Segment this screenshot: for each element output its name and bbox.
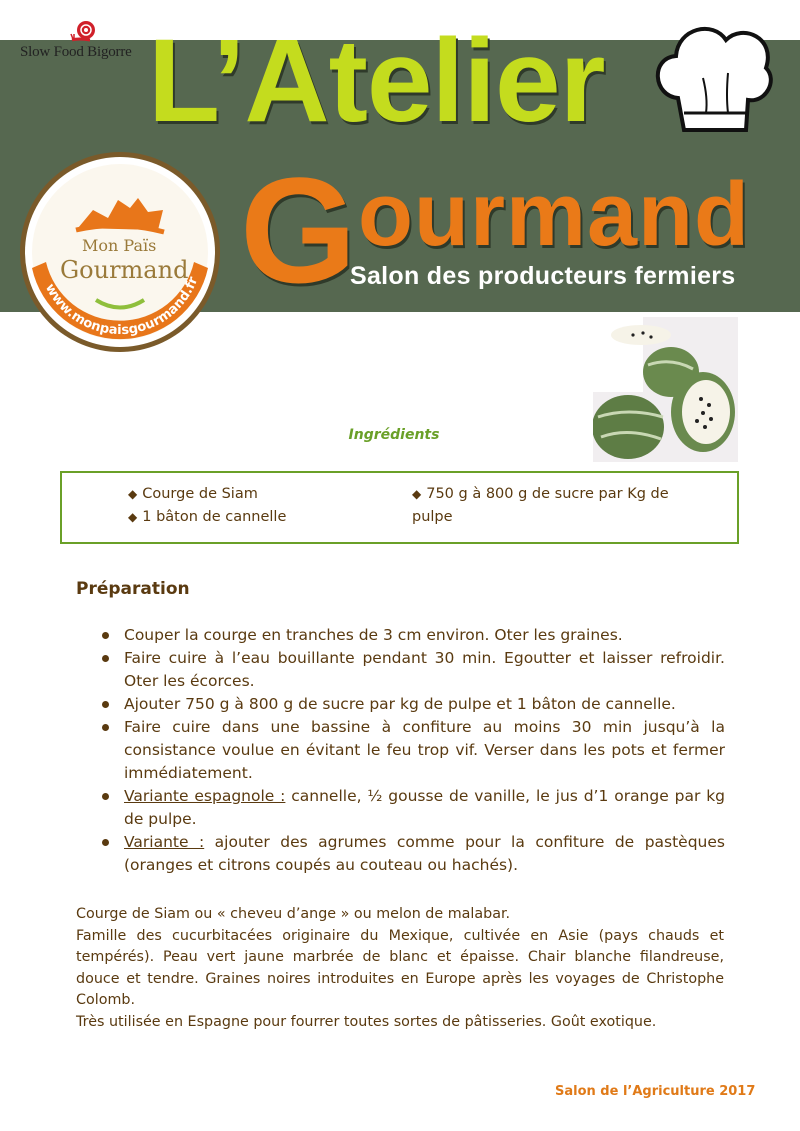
preparation-heading: Préparation <box>76 579 190 599</box>
step-item <box>100 831 725 877</box>
preparation-steps <box>100 624 725 877</box>
logo-url-text: www.monpaisgourmand.fr <box>42 274 202 339</box>
ingredient-item: ◆ Courge de Siam <box>128 486 258 502</box>
logo-text-line2: Gourmand <box>60 256 189 284</box>
ingredient-item: ◆ 750 g à 800 g de sucre par Kg de pulpe <box>412 486 669 525</box>
variant-label: Variante : <box>124 833 205 851</box>
ingredients-box <box>60 471 739 544</box>
partner-name: Slow Food Bigorre <box>20 44 132 60</box>
step-item: Ajouter 750 g à 800 g de sucre par kg de pulpe et 1 bâton de cannelle. <box>100 693 725 716</box>
title-initial: G <box>240 146 357 314</box>
ingredients-heading: Ingrédients <box>348 427 440 443</box>
diamond-bullet-icon: ◆ <box>412 487 422 501</box>
variant-text: ajouter des agrumes comme pour la confiture de pastèques (oranges et citrons coupés au couteau ou hachés). <box>124 833 725 874</box>
logo-text-line1: Mon Païs <box>82 236 157 255</box>
description-paragraph: Famille des cucurbitacées originaire du Mexique, cultivée en Asie (pays chauds et tempérés). Peau vert jaune marbrée de blanc et épaisse. Chair blanche filandreuse, douce et tendre. Graines noires introduites en Europe après les voyages de Christophe Colomb. <box>76 927 724 1008</box>
description-line: Courge de Siam ou « cheveu d’ange » ou melon de malabar. <box>76 906 511 922</box>
description <box>76 904 724 1033</box>
description-line: Très utilisée en Espagne pour fourrer toutes sortes de pâtisseries. Goût exotique. <box>76 1013 657 1030</box>
title-line1: L’Atelier <box>148 15 605 147</box>
variant-label: Variante espagnole : <box>124 787 286 805</box>
diamond-bullet-icon: ◆ <box>128 510 138 524</box>
subtitle: Salon des producteurs fermiers <box>350 262 736 290</box>
step-item: Faire cuire dans une bassine à confiture au moins 30 min jusqu’à la consistance voulue en évitant le feu trop vif. Verser dans les pots et fermer immédiatement. <box>100 716 725 785</box>
ingredient-item: ◆ 1 bâton de cannelle <box>128 509 287 525</box>
slow-food-snail-icon <box>68 18 98 44</box>
title-line2: ourmand <box>358 165 751 265</box>
chef-hat-icon <box>648 18 778 148</box>
footer-event: Salon de l’Agriculture 2017 <box>555 1084 756 1099</box>
step-item: Faire cuire à l’eau bouillante pendant 30 min. Egoutter et laisser refroidir. Oter les écorces. <box>100 647 725 693</box>
step-item <box>100 785 725 831</box>
diamond-bullet-icon: ◆ <box>128 487 138 501</box>
ingredients-column-left <box>128 483 378 529</box>
step-item: Couper la courge en tranches de 3 cm environ. Oter les graines. <box>100 624 725 647</box>
ingredients-column-right <box>412 483 682 529</box>
variant-text: cannelle, ½ gousse de vanille, le jus d’1 orange par kg de pulpe. <box>124 787 726 828</box>
